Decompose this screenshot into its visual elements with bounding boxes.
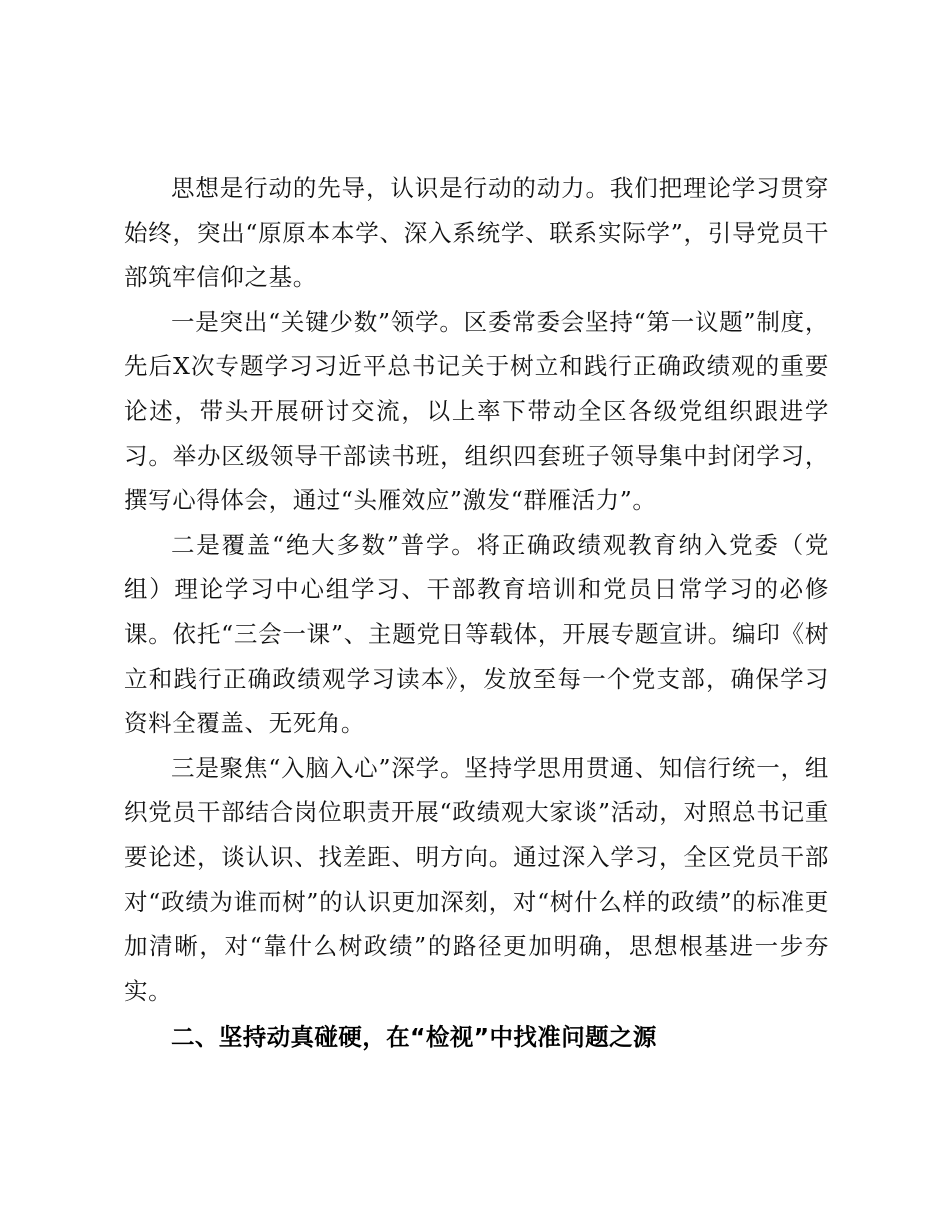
document-body <box>124 166 829 1060</box>
intro-paragraph: 思想是行动的先导，认识是行动的动力。我们把理论学习贯穿始终，突出“原原本本学、深入系统学、联系实际学”，引导党员干部筑牢信仰之基。 <box>124 174 829 292</box>
paragraph-majority: 二是覆盖“绝大多数”普学。将正确政绩观教育纳入党委（党组）理论学习中心组学习、干部教育培训和党员日常学习的必修课。依托“三会一课”、主题党日等载体，开展专题宣讲。编印《树立和践行正确政绩观学习读本》，发放至每一个党支部，确保学习资料全覆盖、无死角。 <box>124 530 829 738</box>
paragraph-deep-study: 三是聚焦“入脑入心”深学。坚持学思用贯通、知信行统一，组织党员干部结合岗位职责开展“政绩观大家谈”活动，对照总书记重要论述，谈认识、找差距、明方向。通过深入学习，全区党员干部对“政绩为谁而树”的认识更加深刻，对“树什么样的政绩”的标准更加清晰，对“靠什么树政绩”的路径更加明确，思想根基进一步夯实。 <box>124 753 829 1005</box>
section-heading: 二、坚持动真碰硬，在“检视”中找准问题之源 <box>171 1023 657 1052</box>
paragraph-key-minority: 一是突出“关键少数”领学。区委常委会坚持“第一议题”制度，先后X次专题学习习近平总书记关于树立和践行正确政绩观的重要论述，带头开展研讨交流，以上率下带动全区各级党组织跟进学习。举办区级领导干部读书班，组织四套班子领导集中封闭学习，撰写心得体会，通过“头雁效应”激发“群雁活力”。 <box>124 307 829 515</box>
